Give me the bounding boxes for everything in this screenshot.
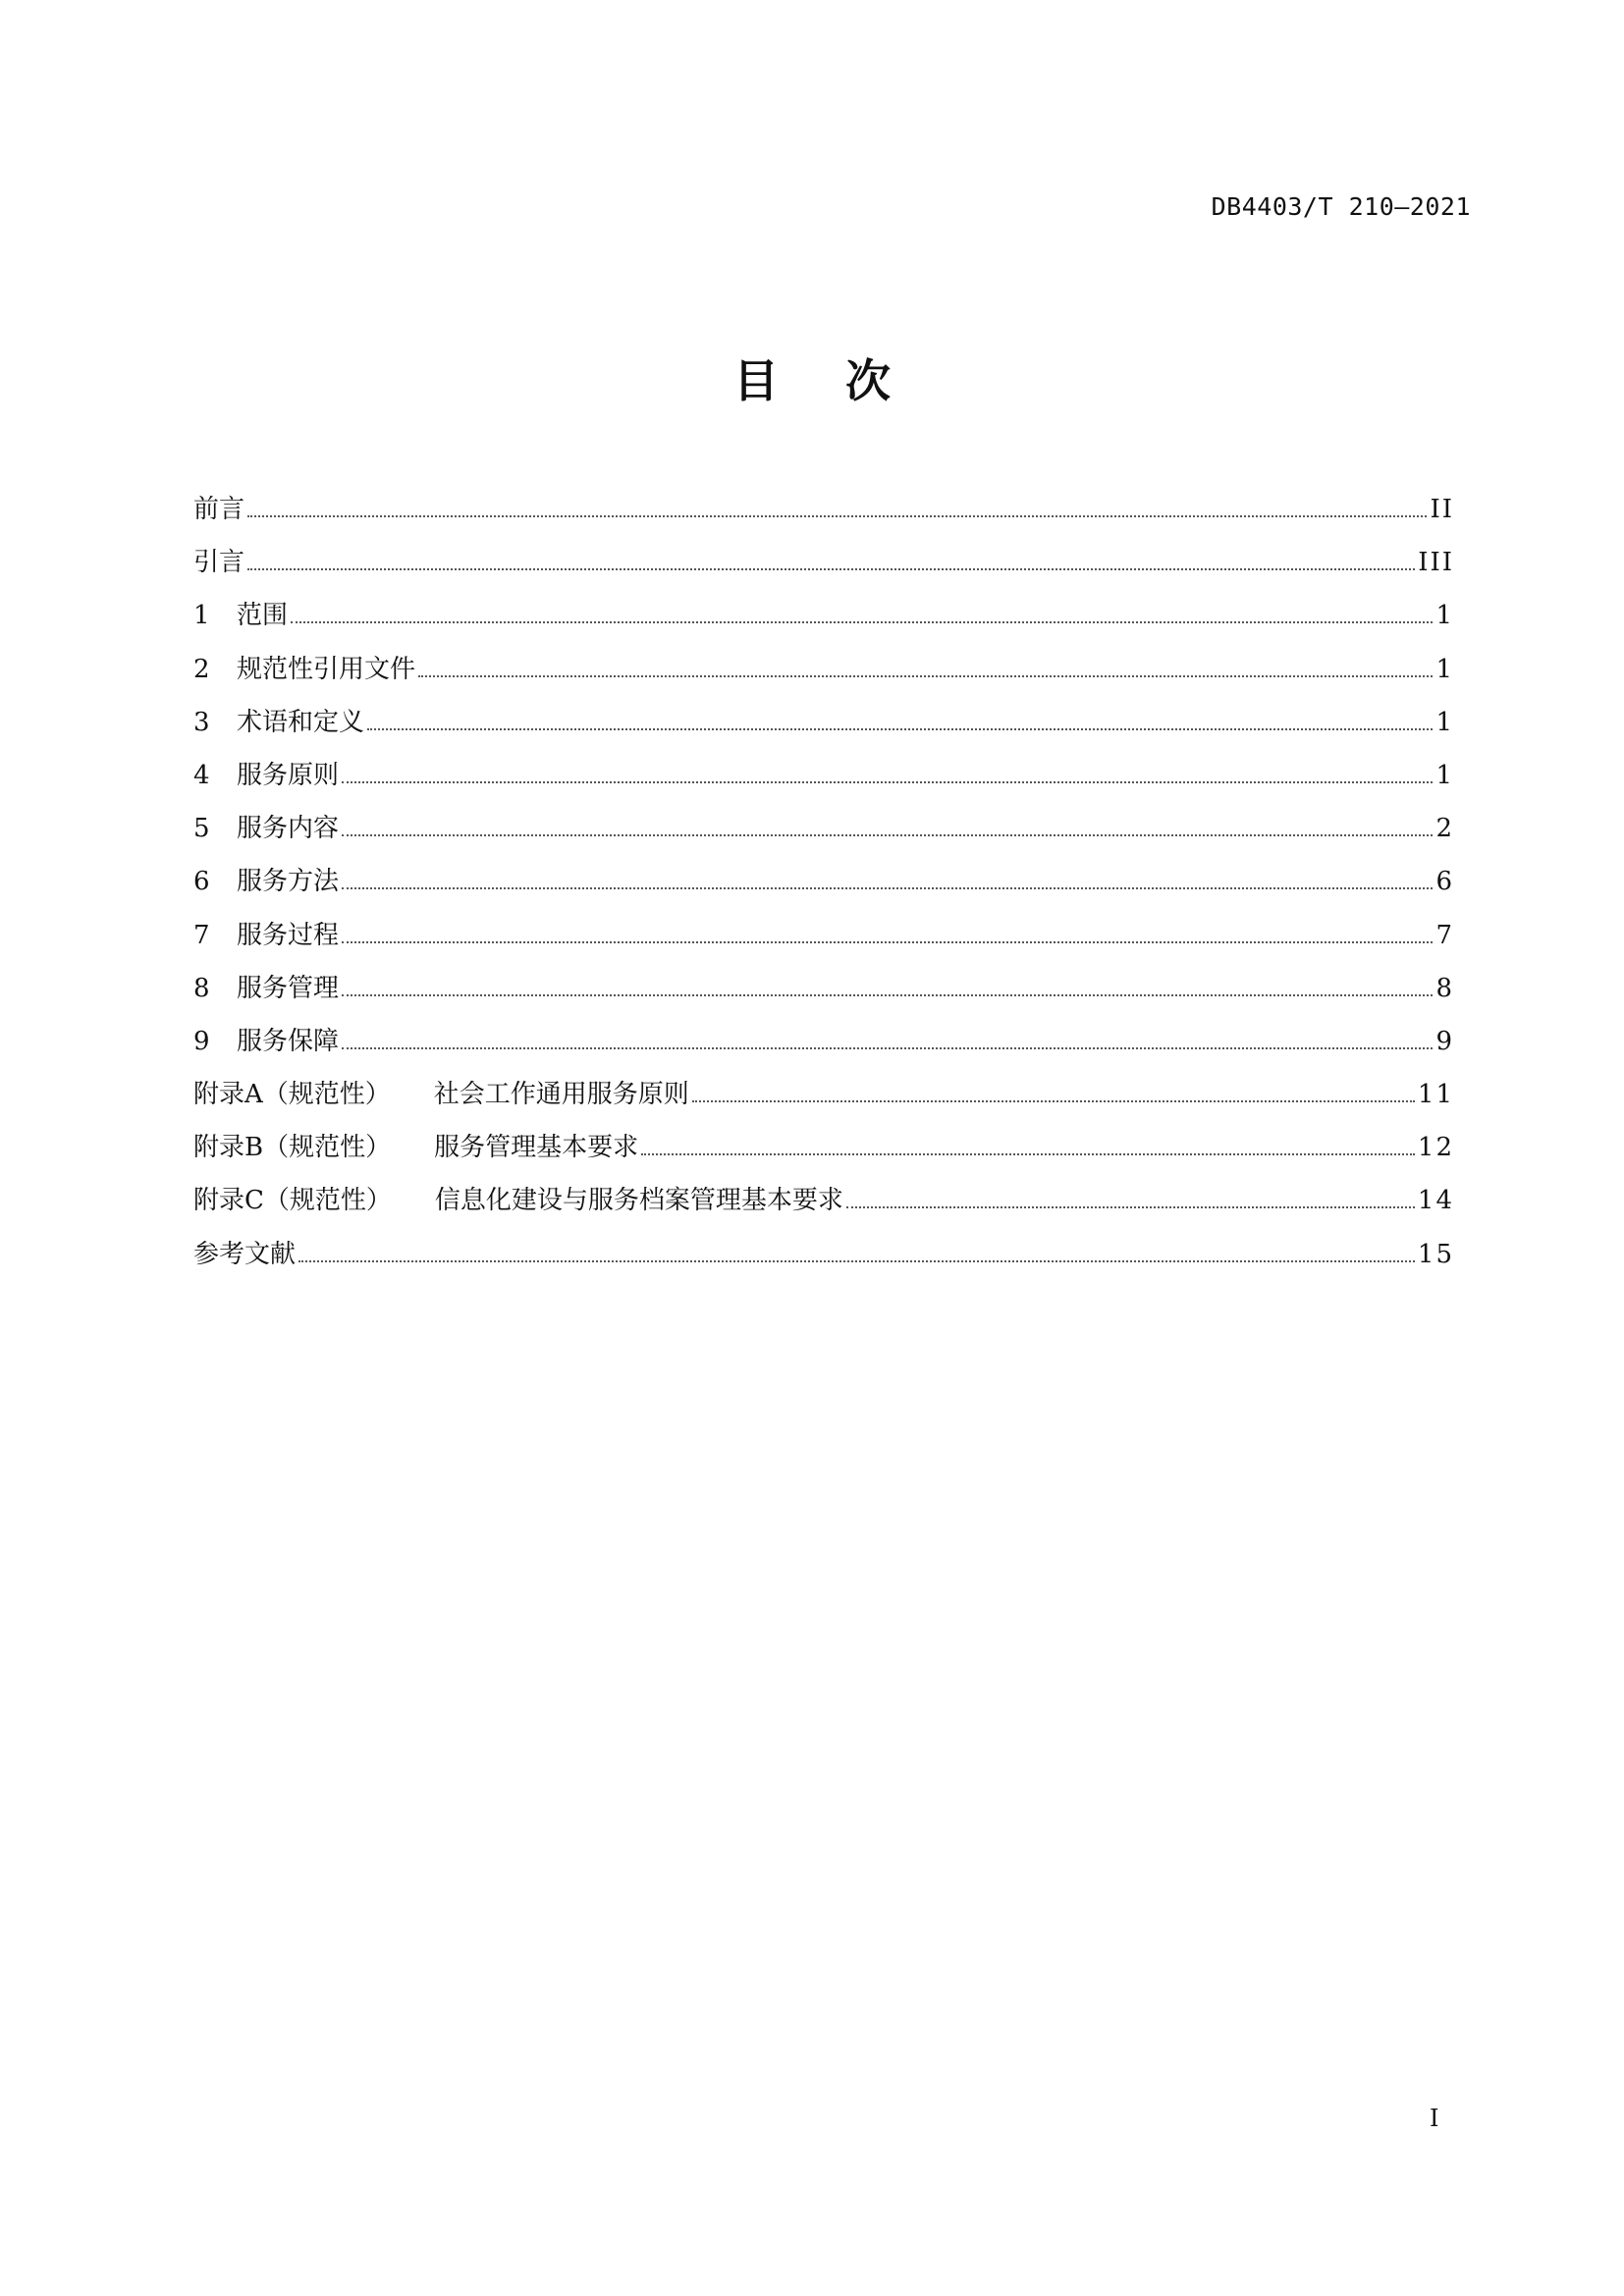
toc-entry-number: 7: [193, 920, 210, 950]
toc-entry-subtitle: 社会工作通用服务原则: [433, 1080, 689, 1110]
toc-dot-leader: [342, 887, 1433, 889]
toc-dot-leader: [692, 1100, 1415, 1102]
table-of-contents: [193, 491, 1454, 1289]
toc-dot-leader: [247, 568, 1415, 570]
toc-entry-page: 2: [1435, 814, 1454, 844]
toc-entry-page: 15: [1417, 1239, 1454, 1269]
toc-entry-annex-a[interactable]: [193, 1076, 1454, 1129]
toc-entry-label: 服务管理: [237, 973, 340, 1003]
toc-entry-page: 6: [1435, 867, 1454, 897]
toc-entry-service-content[interactable]: [193, 810, 1454, 863]
toc-entry-service-process[interactable]: [193, 917, 1454, 970]
toc-entry-page: 9: [1435, 1026, 1454, 1056]
document-code: DB4403/T 210—2021: [1211, 192, 1471, 221]
toc-entry-number: 4: [193, 760, 210, 790]
toc-entry-service-methods[interactable]: [193, 863, 1454, 916]
toc-entry-page: 1: [1435, 707, 1454, 737]
toc-entry-page: 1: [1435, 654, 1454, 684]
toc-dot-leader: [342, 994, 1433, 996]
toc-dot-leader: [247, 515, 1427, 517]
toc-dot-leader: [298, 1260, 1415, 1262]
toc-entry-introduction[interactable]: [193, 544, 1454, 597]
page-number: I: [1430, 2105, 1439, 2132]
toc-entry-normative-references[interactable]: [193, 651, 1454, 704]
toc-dot-leader: [367, 728, 1433, 730]
toc-entry-page: II: [1430, 495, 1454, 524]
toc-entry-label: 前言: [193, 495, 245, 524]
toc-entry-service-management[interactable]: [193, 970, 1454, 1023]
toc-entry-page: 1: [1435, 760, 1454, 790]
toc-dot-leader: [342, 781, 1433, 783]
toc-entry-number: 3: [193, 707, 210, 737]
toc-entry-label: 引言: [193, 548, 245, 578]
toc-entry-service-principles[interactable]: [193, 757, 1454, 810]
toc-entry-label: 规范性引用文件: [237, 654, 416, 684]
page-title: 目次: [733, 354, 957, 407]
toc-dot-leader: [342, 1047, 1433, 1049]
toc-entry-number: 5: [193, 814, 210, 844]
toc-dot-leader: [342, 834, 1433, 836]
toc-entry-label: 服务原则: [237, 760, 340, 790]
toc-dot-leader: [342, 941, 1433, 943]
toc-entry-service-guarantee[interactable]: [193, 1023, 1454, 1076]
toc-entry-subtitle: 服务管理基本要求: [434, 1133, 639, 1163]
toc-entry-label: 术语和定义: [237, 707, 365, 737]
toc-entry-number: 9: [193, 1026, 210, 1056]
toc-entry-foreword[interactable]: [193, 491, 1454, 544]
toc-entry-number: 8: [193, 973, 210, 1003]
toc-dot-leader: [641, 1153, 1415, 1155]
toc-entry-annex-c[interactable]: [193, 1182, 1454, 1235]
toc-entry-page: 8: [1435, 973, 1454, 1003]
toc-entry-page: 11: [1417, 1080, 1454, 1110]
toc-entry-page: 1: [1435, 601, 1454, 631]
toc-entry-page: 14: [1417, 1186, 1454, 1216]
toc-entry-subtitle: 信息化建设与服务档案管理基本要求: [434, 1186, 843, 1216]
toc-entry-bibliography[interactable]: [193, 1236, 1454, 1289]
toc-entry-scope[interactable]: [193, 597, 1454, 650]
toc-entry-terms-definitions[interactable]: [193, 704, 1454, 757]
toc-entry-page: III: [1418, 548, 1454, 578]
toc-dot-leader: [846, 1206, 1415, 1208]
toc-entry-number: 6: [193, 867, 210, 897]
toc-entry-label: 服务保障: [237, 1026, 340, 1056]
toc-entry-label: 附录C（规范性）: [193, 1186, 392, 1216]
toc-entry-label: 附录B（规范性）: [193, 1133, 392, 1163]
toc-entry-label: 服务内容: [237, 814, 340, 844]
toc-entry-label: 附录A（规范性）: [193, 1080, 391, 1110]
toc-entry-number: 1: [193, 601, 210, 631]
toc-entry-label: 范围: [237, 601, 289, 631]
toc-entry-page: 12: [1417, 1133, 1454, 1163]
toc-entry-label: 服务过程: [237, 920, 340, 950]
toc-entry-label: 参考文献: [193, 1239, 297, 1269]
toc-entry-number: 2: [193, 654, 210, 684]
toc-entry-label: 服务方法: [237, 867, 340, 897]
toc-dot-leader: [291, 621, 1433, 623]
toc-entry-page: 7: [1435, 920, 1454, 950]
toc-entry-annex-b[interactable]: [193, 1129, 1454, 1182]
toc-dot-leader: [418, 675, 1433, 677]
